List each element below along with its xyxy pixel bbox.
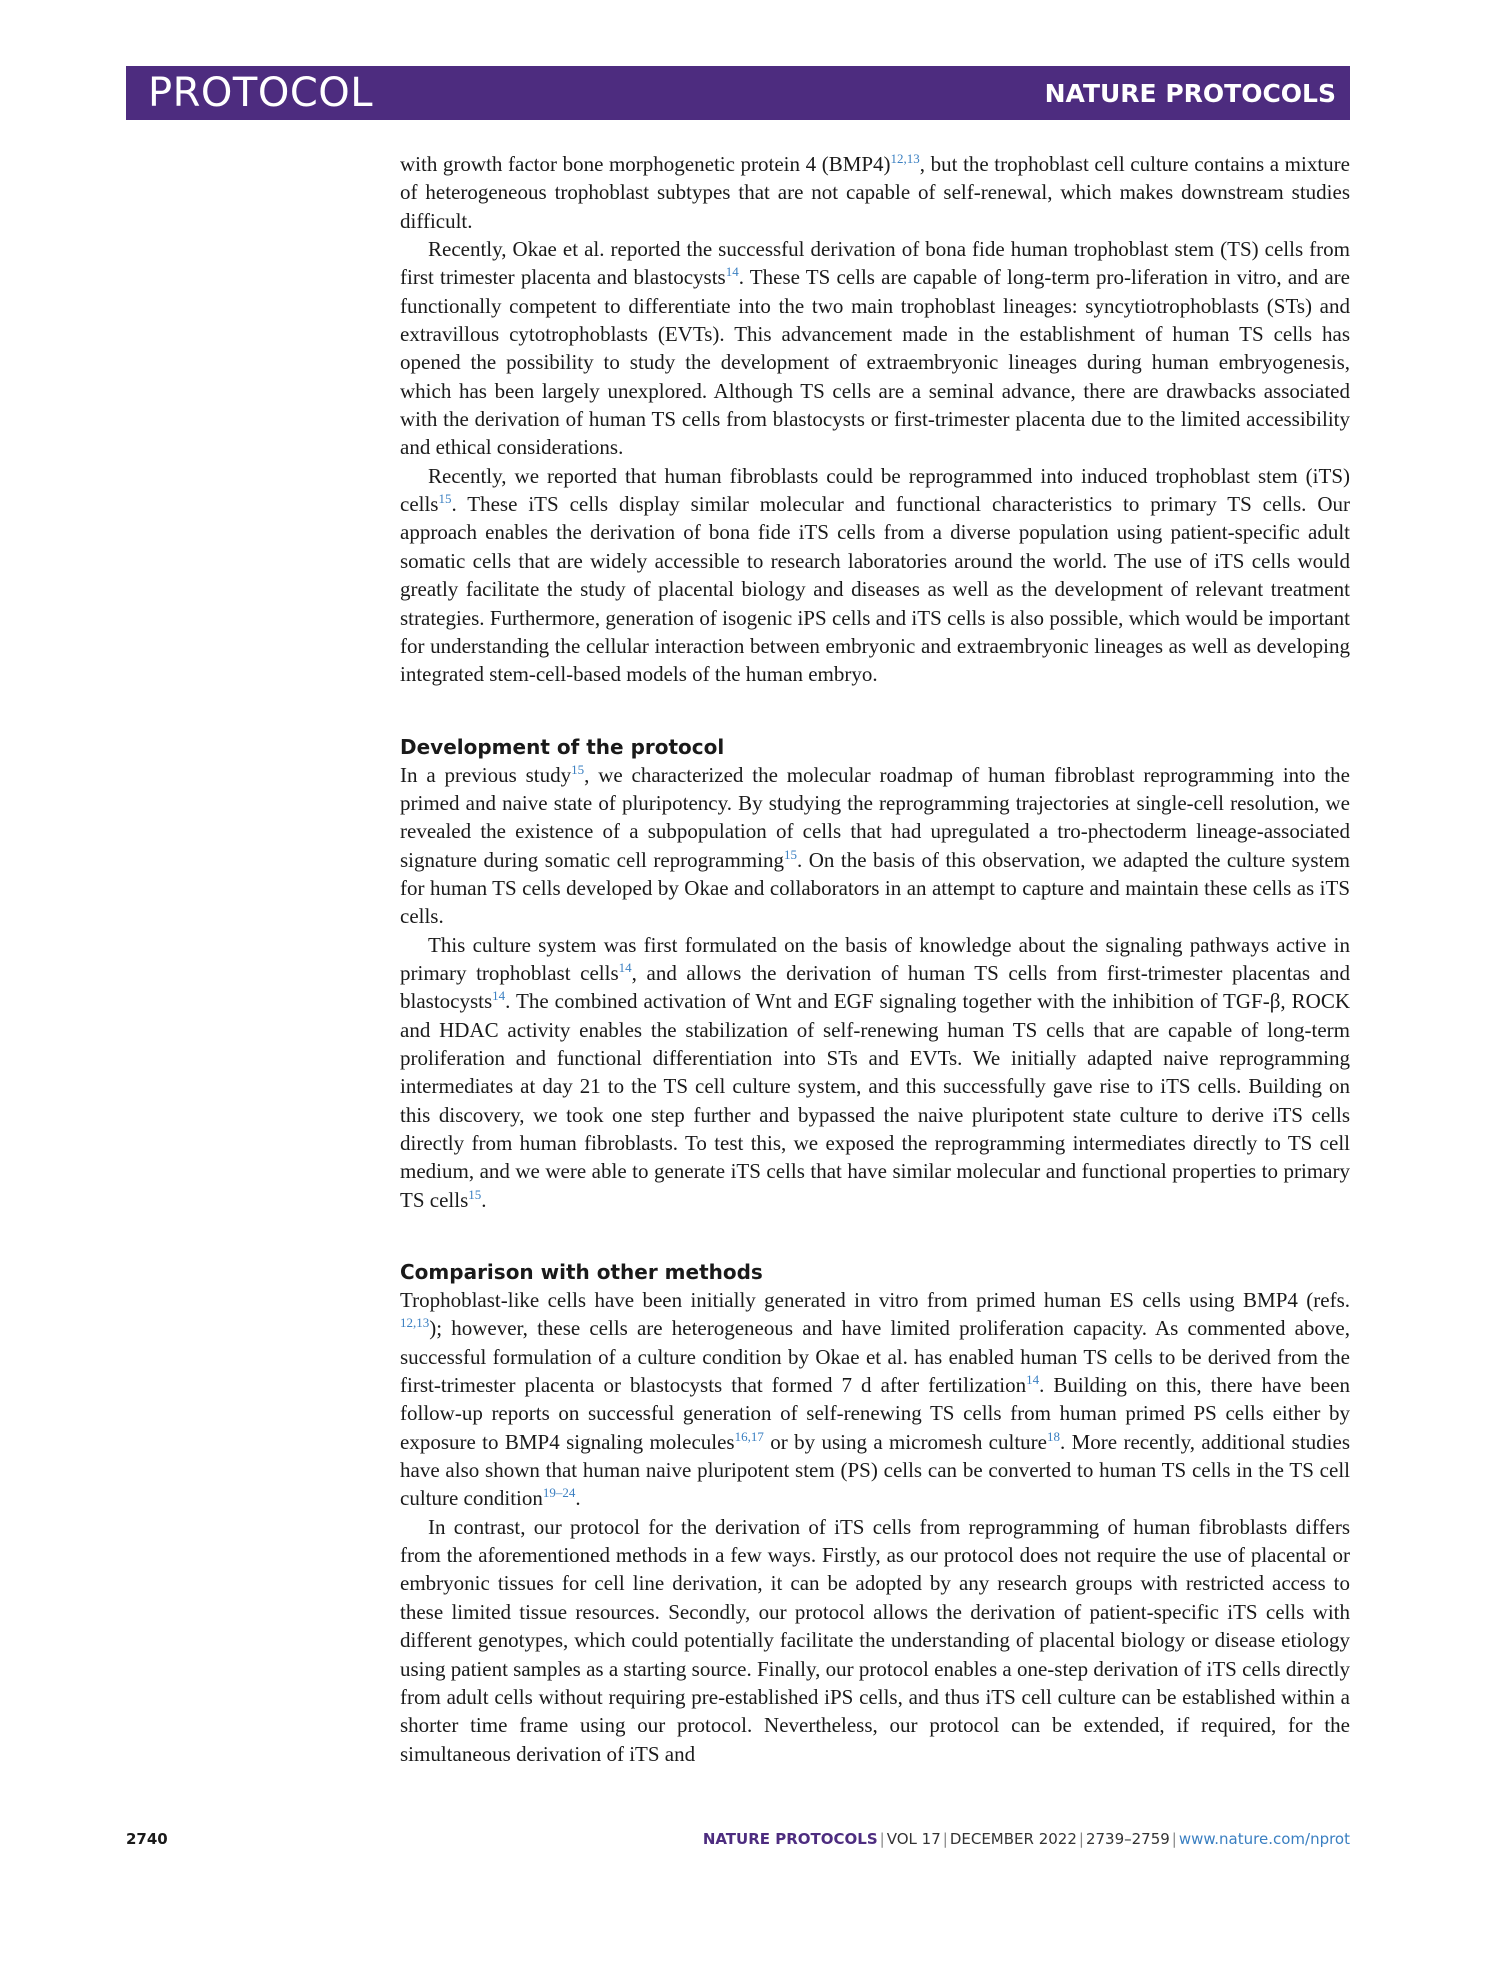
citation-link[interactable]: 16,17 (734, 1428, 764, 1444)
separator: | (1078, 1830, 1084, 1848)
citation-link[interactable]: 12,13 (890, 151, 920, 166)
paragraph-text: , but the trophoblast cell culture contains a mixture of heterogeneous trophoblast subtypes that are not capable of self-renewal, which makes downstream studies difficult. (400, 152, 1350, 233)
separator: | (1171, 1830, 1177, 1848)
paragraph-text: . Building on this, there have been follow-up reports on successful generation of self-renewing TS cells from human primed PS cells either by exposure to BMP4 signaling molecules (400, 1373, 1350, 1454)
page-footer (126, 1824, 1350, 1854)
separator: | (879, 1830, 885, 1848)
journal-title: NATURE PROTOCOLS (1044, 79, 1336, 108)
paragraph-text: . (575, 1486, 581, 1511)
paragraph-text: , and allows the derivation of human TS cells from first-trimester placentas and blastocysts (400, 960, 1350, 1014)
paragraph-text: , we characterized the molecular roadmap of human fibroblast reprogramming into the primed and naive state of pluripotency. By studying the reprogramming trajectories at single-cell resolution, we revealed the existence of a subpopulation of cells that had upregulated a tro-phectoderm lineage-associated signature during somatic cell reprogramming (400, 762, 1350, 872)
paragraph-text: This culture system was first formulated on the basis of knowledge about the signaling pathways active in primary trophoblast cells (400, 932, 1350, 985)
paragraph-text: . More recently, additional studies have also shown that human naive pluripotent stem (PS) cells can be converted to human TS cells in the TS cell culture condition (400, 1429, 1351, 1511)
header-bar (126, 66, 1350, 120)
paragraph-4 (400, 761, 1350, 931)
paragraph-text: . These iTS cells display similar molecular and functional characteristics to primary TS cells. Our approach enables the derivation of bona fide iTS cells from a diverse population using patient-specific adult somatic cells that are widely accessible to research laboratories around the world. The use of iTS cells would greatly facilitate the study of placental biology and diseases as well as the development of relevant treatment strategies. Furthermore, generation of isogenic iPS cells and iTS cells is also possible, which would be important for understanding the cellular interaction between embryonic and extraembryonic lineages as well as developing integrated stem-cell-based models of the human embryo. (400, 492, 1350, 687)
citation-link[interactable]: 14 (1026, 1372, 1040, 1388)
citation-link[interactable]: 12,13 (400, 1315, 430, 1331)
paragraph-text: or by using a micromesh culture (763, 1429, 1047, 1454)
article-body (400, 150, 1350, 1768)
paragraph-text: . On the basis of this observation, we adapted the culture system for human TS cells developed by Okae and collaborators in an attempt to capture and maintain these cells as iTS cells. (400, 847, 1350, 929)
citation-link[interactable]: 14 (492, 988, 506, 1004)
journal-url-link[interactable]: www.nature.com/nprot (1178, 1830, 1350, 1848)
journal-name: NATURE PROTOCOLS (702, 1830, 878, 1848)
page-range: 2739–2759 (1085, 1830, 1170, 1848)
citation-link[interactable]: 18 (1046, 1428, 1060, 1444)
paragraph-text: ); however, these cells are heterogeneous and have limited proliferation capacity. As commented above, successful formulation of a culture condition by Okae et al. has enabled human TS cells to be derived from the first-trimester placenta or blastocysts that formed 7 d after fertilization (400, 1316, 1350, 1398)
citation-link[interactable]: 15 (783, 846, 797, 862)
paragraph-text: Recently, we reported that human fibroblasts could be reprogrammed into induced trophoblast stem (iTS) cells (400, 463, 1350, 517)
page-number: 2740 (126, 1830, 168, 1848)
citation-link[interactable]: 14 (725, 264, 739, 280)
section-label: PROTOCOL (148, 70, 374, 116)
paragraph-1 (400, 150, 1350, 235)
citation-link[interactable]: 19–24 (542, 1485, 576, 1501)
section-heading-comparison: Comparison with other methods (400, 1260, 763, 1285)
paragraph-2 (400, 235, 1350, 462)
journal-info (703, 1824, 1350, 1854)
citation-link[interactable]: 15 (438, 491, 452, 507)
volume: VOL 17 (886, 1830, 941, 1848)
paragraph-text: In a previous study (400, 762, 572, 787)
paragraph-text: Trophoblast-like cells have been initially generated in vitro from primed human ES cells using BMP4 (refs. (400, 1288, 1350, 1313)
citation-link[interactable]: 15 (571, 761, 585, 777)
section-heading-development: Development of the protocol (400, 734, 725, 759)
paragraph-text: . (481, 1187, 487, 1212)
paragraph-7 (400, 1513, 1350, 1768)
paragraph-text: with growth factor bone morphogenetic protein 4 (BMP4) (400, 152, 891, 176)
paragraph-text: Recently, Okae et al. reported the successful derivation of bona fide human trophoblast stem (TS) cells from first trimester placenta and blastocysts (400, 237, 1350, 290)
separator: | (942, 1830, 948, 1848)
paragraph-6 (400, 1286, 1350, 1513)
paragraph-3 (400, 462, 1350, 689)
paragraph-text: . These TS cells are capable of long-term pro-liferation in vitro, and are functionally competent to differentiate into the two main trophoblast lineages: syncytiotrophoblasts (STs) and extravillous cytotrophoblasts (EVTs). This advancement made in the establishment of human TS cells has opened the possibility to study the development of extraembryonic lineages during human embryogenesis, which has been largely unexplored. Although TS cells are a seminal advance, there are drawbacks associated with the derivation of human TS cells from blastocysts or first-trimester placenta due to the limited accessibility and ethical considerations. (400, 265, 1350, 460)
paragraph-5 (400, 931, 1350, 1214)
citation-link[interactable]: 15 (468, 1186, 482, 1202)
paragraph-text: In contrast, our protocol for the derivation of iTS cells from reprogramming of human fibroblasts differs from the aforementioned methods in a few ways. Firstly, as our protocol does not require the use of placental or embryonic tissues for cell line derivation, it can be adopted by any research groups with restricted access to these limited tissue resources. Secondly, our protocol allows the derivation of patient-specific iTS cells with different genotypes, which could potentially facilitate the understanding of placental biology or disease etiology using patient samples as a starting source. Finally, our protocol enables a one-step derivation of iTS cells directly from adult cells without requiring pre-established iPS cells, and thus iTS cell culture can be established within a shorter time frame using our protocol. Nevertheless, our protocol can be extended, if required, for the simultaneous derivation of iTS and (400, 1514, 1350, 1766)
issue-date: DECEMBER 2022 (949, 1830, 1077, 1848)
paragraph-text: . The combined activation of Wnt and EGF signaling together with the inhibition of TGF-β, ROCK and HDAC activity enables the stabilization of self-renewing human TS cells that are capable of long-term proliferation and functional differentiation into STs and EVTs. We initially adapted naive reprogramming intermediates at day 21 to the TS cell culture system, and this successfully gave rise to iTS cells. Building on this discovery, we took one step further and bypassed the naive pluripotent state culture to derive iTS cells directly from human fibroblasts. To test this, we exposed the reprogramming intermediates directly to TS cell medium, and we were able to generate iTS cells that have similar molecular and functional properties to primary TS cells (400, 989, 1350, 1212)
citation-link[interactable]: 14 (618, 959, 632, 975)
